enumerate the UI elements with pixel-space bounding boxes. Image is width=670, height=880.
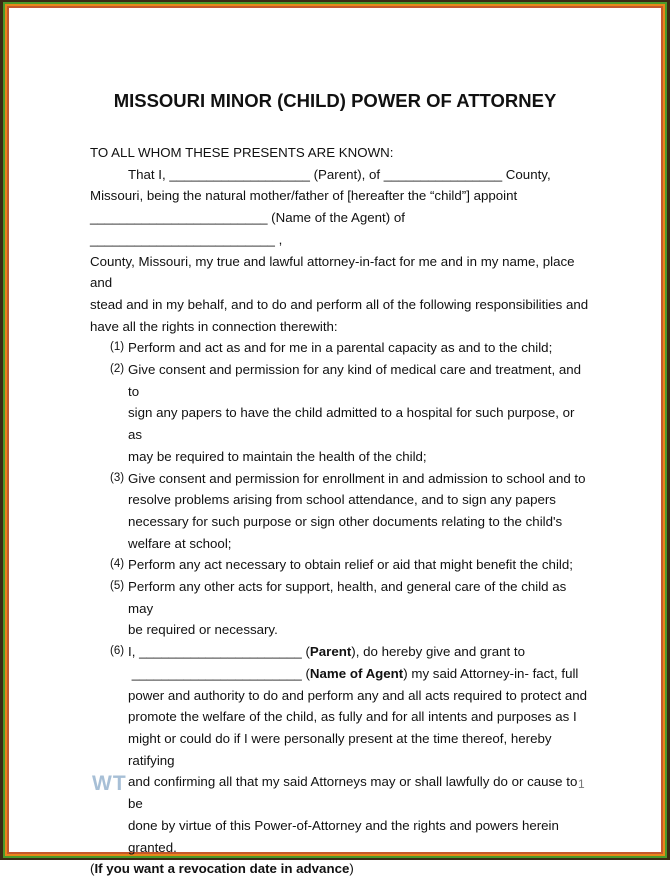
document-page bbox=[13, 12, 657, 877]
responsibilities-list bbox=[90, 337, 590, 858]
item-line: Perform any other acts for support, health, and general care of the child as may bbox=[128, 579, 567, 616]
document-body bbox=[90, 142, 590, 880]
item-number: (4) bbox=[110, 558, 125, 571]
item-line: Give consent and permission for any kind of medical care and treatment, and to bbox=[128, 362, 582, 399]
item-line: may be required to maintain the health of the child; bbox=[128, 448, 427, 464]
list-item bbox=[90, 554, 590, 576]
revocation-label: If you want a revocation date in advance bbox=[94, 861, 350, 877]
agent-label: Name of Agent bbox=[309, 665, 404, 681]
page-number: 1 bbox=[578, 777, 585, 791]
item-line: granted. bbox=[128, 839, 177, 855]
list-item bbox=[90, 359, 590, 468]
item-number: (6) bbox=[110, 645, 125, 658]
item-number: (3) bbox=[110, 471, 125, 484]
item-number: (1) bbox=[110, 341, 125, 354]
intro-line-1: That I, ___________________ (Parent), of ________________ County, bbox=[128, 166, 551, 182]
salutation: TO ALL WHOM THESE PRESENTS ARE KNOWN: bbox=[90, 145, 394, 160]
list-item bbox=[90, 337, 590, 359]
item-line: Perform and act as and for me in a parental capacity as and to the child; bbox=[128, 340, 553, 356]
item-number: (5) bbox=[110, 580, 125, 593]
list-item-grant bbox=[90, 641, 590, 858]
item-line: welfare at school; bbox=[128, 535, 232, 551]
item-line: necessary for such purpose or sign other documents relating to the child's bbox=[128, 513, 563, 529]
intro-line-6: have all the rights in connection therewith: bbox=[90, 318, 338, 334]
item-line: be required or necessary. bbox=[128, 622, 278, 638]
wt-watermark-logo: WT bbox=[92, 772, 127, 795]
intro-line-3: ________________________ (Name of the Agent) of _________________________ , bbox=[90, 210, 405, 247]
revocation-note: (If you want a revocation date in advance) bbox=[90, 861, 354, 877]
item-line: resolve problems arising from school attendance, and to sign any papers bbox=[128, 492, 556, 508]
item-line: power and authority to do and perform any and all acts required to protect and bbox=[128, 687, 588, 703]
item-line: promote the welfare of the child, as fully and for all intents and purposes as I bbox=[128, 709, 577, 725]
list-item bbox=[90, 576, 590, 641]
item-line: sign any papers to have the child admitted to a hospital for such purpose, or as bbox=[128, 405, 575, 443]
item-line: done by virtue of this Power-of-Attorney and the rights and powers herein bbox=[128, 817, 559, 833]
item-line: might or could do if I were personally present at the time thereof, hereby ratifying bbox=[128, 730, 552, 768]
intro-line-4: County, Missouri, my true and lawful attorney-in-fact for me and in my name, place and bbox=[90, 253, 575, 291]
list-item bbox=[90, 468, 590, 555]
grant-line-agent: _______________________ (Name of Agent) my said Attorney-in- fact, full bbox=[128, 665, 579, 681]
item-line: Perform any act necessary to obtain relief or aid that might benefit the child; bbox=[128, 557, 573, 573]
intro-line-5: stead and in my behalf, and to do and perform all of the following responsibilities and bbox=[90, 296, 589, 312]
document-title: MISSOURI MINOR (CHILD) POWER OF ATTORNEY bbox=[113, 90, 557, 111]
grant-line-parent: I, ______________________ (Parent), do hereby give and grant to bbox=[128, 644, 526, 660]
intro-line-2: Missouri, being the natural mother/father of [hereafter the “child”] appoint bbox=[90, 188, 518, 204]
item-number: (2) bbox=[110, 363, 125, 376]
item-line: Give consent and permission for enrollment in and admission to school and to bbox=[128, 470, 586, 486]
parent-label: Parent bbox=[309, 644, 352, 660]
item-line: and confirming all that my said Attorneys may or shall lawfully do or cause to be bbox=[128, 774, 578, 812]
